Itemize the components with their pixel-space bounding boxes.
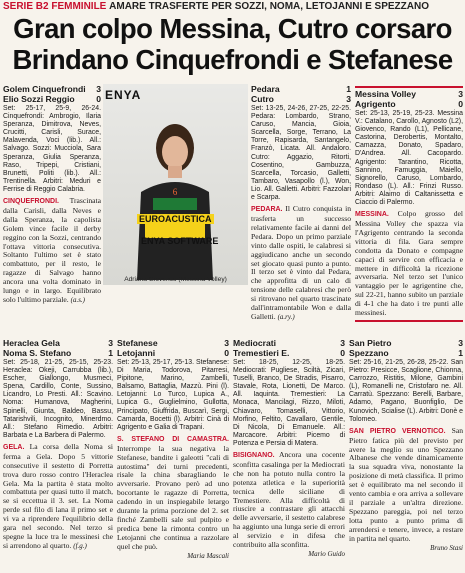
score-home: 3 <box>458 89 463 99</box>
byline: Bruno Stasi <box>430 543 463 552</box>
article-body: PEDARA. Il Cutro conquista in trasferta un successo relativamente facile ai danni del Pedara. Dopo un primo parziale vinto dalle ospiti, le calabresi si aggiudicano anche un secondo set giocato quasi punto a punto. Il terzo set è vinto dal Pedara, che approfitta di un calo di tensione delle calabresi che però si ritrovano nel quarto trascinate dall'intramontabile Won e dalla Galletti. (a.ry.) <box>251 204 351 321</box>
team-away: Tremestieri E. <box>233 348 290 358</box>
team-home: San Pietro <box>349 338 392 348</box>
match-stefanese <box>117 338 229 561</box>
match-stats: Set: 25-13, 25-19, 25-23. Messina V.: Catalano, Carollo, Agnosto (L2), Giovenco, Rando (L1), Pellicane, Castorina, Derobertis, Montalto, Camazza, Donato, Spadaro, D'Andrea. All. Cacopardo. Agrigento: Tarantino, Ricotta, Sannino, Famuggia, Maiello, Signorello, Caruso, Lombardo, Rondaso (L). All.: Frinzi Russo. Arbitri: Alaimo di Caltanissetta e Ciaccio di Palermo. <box>355 110 463 207</box>
player-photo <box>103 84 248 285</box>
team-home: Golem Cinquefrondi <box>3 84 86 94</box>
dateline: CINQUEFRONDI. <box>3 198 59 206</box>
score-away: 0 <box>224 348 229 358</box>
team-home: Pedara <box>251 84 280 94</box>
match-stats: Set: 18-25, 12-25, 18-25. Mediocrati: Pugliese, Sciltà, Zicari, Tuselli, Branco, De Stradis, Pisarro, Stavale, Rota, Lionetti, De Marco. All. Iaquinta. Tremestieri: La Monaca, Mancilagi, Rizzo, Miloti, Chiavaro, Tomaselli, Vittorio, Morfino, Feltito, Cavallaro, Gentile, Di Nicola, Di Emanuele. All.: Marcacore. Arbitri: Picemo di Potenza e Persia di Matera. <box>233 359 345 447</box>
team-home: Heraclea Gela <box>3 338 60 348</box>
score-away: 0 <box>458 99 463 109</box>
team-away: Agrigento <box>355 99 396 109</box>
score-away: 1 <box>108 348 113 358</box>
match-stats: Set: 25-17, 25-9, 26-24. Cinquefrondi: Ambrogio, Ilaria Speranza, Dimitrova, Neves, Crucitti, Carisli, Surace, Malavenda, Voci (lib.). All.: Salvago. Sozzi: Mucciola, Sara Speranza, Giulia Speranza, Raso, Tripepi, Cristiani, Brunetti, Politi (lib.). All.: Trentinella. Arbitri: Meduri e Ferrise di Reggio Calabria. <box>3 105 101 193</box>
article-body: SAN PIETRO VERNOTICO. San Pietro fatica più del previsto per avere la meglio su uno Spezzano Albanese che vende dinamicamente la sua squadra viva, nonostante la posizione di metà classifica. Il primo set è equilibrato ma nel secondo il vento cambia e ora arriva a sollevare il parziale a un'altra direzione. Spezzano pareggia, poi nel terzo lotta punto a punto prima di arrendersi e tenere, invece, a restare in partita nel quarto. <box>349 425 463 543</box>
score-away: 3 <box>346 94 351 104</box>
score-away: 1 <box>458 348 463 358</box>
score-home: 3 <box>340 338 345 348</box>
article-body: CINQUEFRONDI. Trascinata dalla Carisli, dalla Neves e dalla Speranza, la capolista Golem vince facile il derby reggino con la Sozzi, centrando l'ottava vittoria consecutiva. Soltanto l'ultimo set è stato combattuto, per il resto, le ragazze di Salvago hanno ancora una volta dominato in lungo e in largo. Equilibrato solo l'ultimo parziale. (a.s.) <box>3 196 101 304</box>
photo-caption: Adriana Giovenco (Messina Volley) <box>124 276 227 283</box>
score-home: 3 <box>96 84 101 94</box>
score-home: 3 <box>108 338 113 348</box>
score-home: 3 <box>224 338 229 348</box>
player-figure <box>131 120 219 280</box>
highlight-rule <box>355 86 463 88</box>
article-body: GELA. La corsa della Noma si ferma a Gela. Dopo 5 vittorie consecutive il sestetto di Porretta trova duro rosso contro l'Heraclea Gela. Ma la partita è stata molto combattuta per quasi tutto il match, se si eccettua il 3. set. La Noma perde sul filo di lana il primo set e vi va a riprendere l'equilibrio della gara nel secondo. Nel terzo si spegne la luce tra le messinesi che si arrendono al quarto. (f.g.) <box>3 441 113 550</box>
highlight-rule-bottom <box>355 320 463 322</box>
article-body: MESSINA. Colpo grosso del Messina Volley che spazza via l'Agrigento centrando la seconda vittoria di fila. Gara sempre condotta da Donato e compagne capaci di servire con efficacia e mettere in difficoltà la ricezione avversaria. Nel terzo set l'unico vantaggio per le agrigentine che, sul 22-21, hanno subito un parziale di 4-1 che ha dato i tre punti alle messinesi. <box>355 209 463 318</box>
section-label: SERIE B2 FEMMINILE <box>3 1 107 12</box>
score-away: 0 <box>340 348 345 358</box>
headline-line-2: Brindano Cinquefrondi e Stefanese <box>12 44 453 75</box>
team-home: Messina Volley <box>355 89 416 99</box>
dateline: BISIGNANO. <box>233 452 275 460</box>
headline-line-1: Gran colpo Messina, Cutro corsaro <box>13 13 452 44</box>
dateline: S. STEFANO DI CAMASTRA. <box>117 435 229 443</box>
kicker: AMARE TRASFERTE PER SOZZI, NOMA, LETOJANNI E SPEZZANO <box>109 1 429 12</box>
dateline: SAN PIETRO VERNOTICO. <box>349 427 446 435</box>
match-stats: Set: 13-25, 24-26, 27-25, 22-25. Pedara: Lombardo, Strano, Caruso, Mancia, Gioia, Scarcella, Sorge, Terrano, La Torre, Rapisarda, Santangelo, Franzò, Licata. All. Andaloro. Cutro: Aggazio, Ritorti, Cosentino, Gambuzza, Scarcella, Torcasio, Galletti, Tambaro, Vasapollo (l.), Won, Lio. All. Galletti. Arbitri: Fazzolari e Scarpa. <box>251 105 351 202</box>
score-home: 3 <box>458 338 463 348</box>
match-heraclea <box>3 338 113 551</box>
team-away: Spezzano <box>349 348 389 358</box>
byline: (a.ry.) <box>277 313 295 321</box>
dateline: MESSINA. <box>355 211 389 219</box>
team-away: Noma S. Stefano <box>3 348 72 358</box>
byline: Mario Guido <box>308 550 345 558</box>
section-bar <box>0 0 465 13</box>
dateline: GELA. <box>3 443 25 451</box>
team-away: Elio Sozzi Reggio <box>3 94 75 104</box>
team-away: Letojanni <box>117 348 156 358</box>
team-home: Mediocrati <box>233 338 276 348</box>
match-stats: Set: 25-18, 21-25, 25-15, 25-23. Heraclea: Okeji, Carrubba (lib.), Escher, Giallongo, Musmeci, Spena, Cardillo, Conte, Sussino, Licandro, Lo Presti. All.: Scavino. Noma: Humanova, Magherini, Spinelli, Giunta, Baldeo, Bassu, Tatarishvili, Incognito, Minerdmo. All.: Stefano Rimedio. Arbitri: Barbata e La Barbera di Palermo. <box>3 359 113 439</box>
sponsor-logo-bottom: ENYA SOFTWARE <box>141 236 219 246</box>
team-home: Stefanese <box>117 338 158 348</box>
match-san-pietro <box>349 338 463 552</box>
article-body: BISIGNANO. Ancora una cocente sconfitta casalinga per la Mediocrati che non ha potuto nulla contro la potenza atletica e la superiorità tecnica delle siciliane di Tremestiere. Alla difficoltà di riuscire a contrastare gli attacchi delle avversarie, il sestetto calabrese ha aggiunto una lunga serie di errori al servizio e in difesa che contribuito alla sconfitta. <box>233 450 345 550</box>
match-mediocrati <box>233 338 345 559</box>
svg-text:6: 6 <box>172 187 178 197</box>
match-stats: Set: 25-13, 25-17, 25-13. Stefanese: Di Maria, Todorova, Pitarresi, Pipitone, Marino, Zambelli, Balsamo, Battaglia, Mazzù. Pini (l). Letojanni: Lo Turco, Lupica A., Lupica G., Guglielmino, Gullotta, Principato, Giuffrida, Buscarì, Sergi, Camarda, Bocetti (l). Arbitri: Cinà di Agrigento e Galia di Trapani. <box>117 359 229 431</box>
byline: (f.g.) <box>73 541 87 550</box>
score-home: 1 <box>346 84 351 94</box>
match-pedara <box>251 84 351 322</box>
dateline: PEDARA. <box>251 206 283 214</box>
sponsor-logo-mid: EUROACUSTICA <box>139 214 212 224</box>
match-stats: Set: 25-16, 21-25, 26-28, 25-22. San Pietro: Presicce, Scaglione, Chionna, Carrozzo, Ristitis, Milone, Gambini (L), Romanelli ne, Cristofaro ne. All. Carratù. Spezzano: Berelli, Barbare, Adamo, Pagano, Buonfiglio, De Kunovich, Scialise (L). Arbitri: Donè e Tolomeo. <box>349 359 463 423</box>
match-messina <box>355 89 463 322</box>
byline: Maria Mascali <box>187 551 229 560</box>
article-body: S. STEFANO DI CAMASTRA. Interrompe la sua negativa la Stefanese, bandite i galeotti "cali di autostima" dei turni precedenti, risale la china sbaragliando le avversarie. Provano però ad uno bocortante le ragazze di Porretta, cadendo in un inspiegabile letargo durante la prima porzione del 2. set finché Zambelli sale sul pulpito e predica bene la rimonta contro un Letojanni che continua a razzolare quel che può. <box>117 435 229 551</box>
match-cinquefrondi <box>3 84 101 305</box>
score-away: 0 <box>96 94 101 104</box>
team-away: Cutro <box>251 94 274 104</box>
sponsor-logo-top: ENYA <box>105 88 142 102</box>
byline: (a.s.) <box>70 296 85 304</box>
main-headline <box>0 13 465 75</box>
